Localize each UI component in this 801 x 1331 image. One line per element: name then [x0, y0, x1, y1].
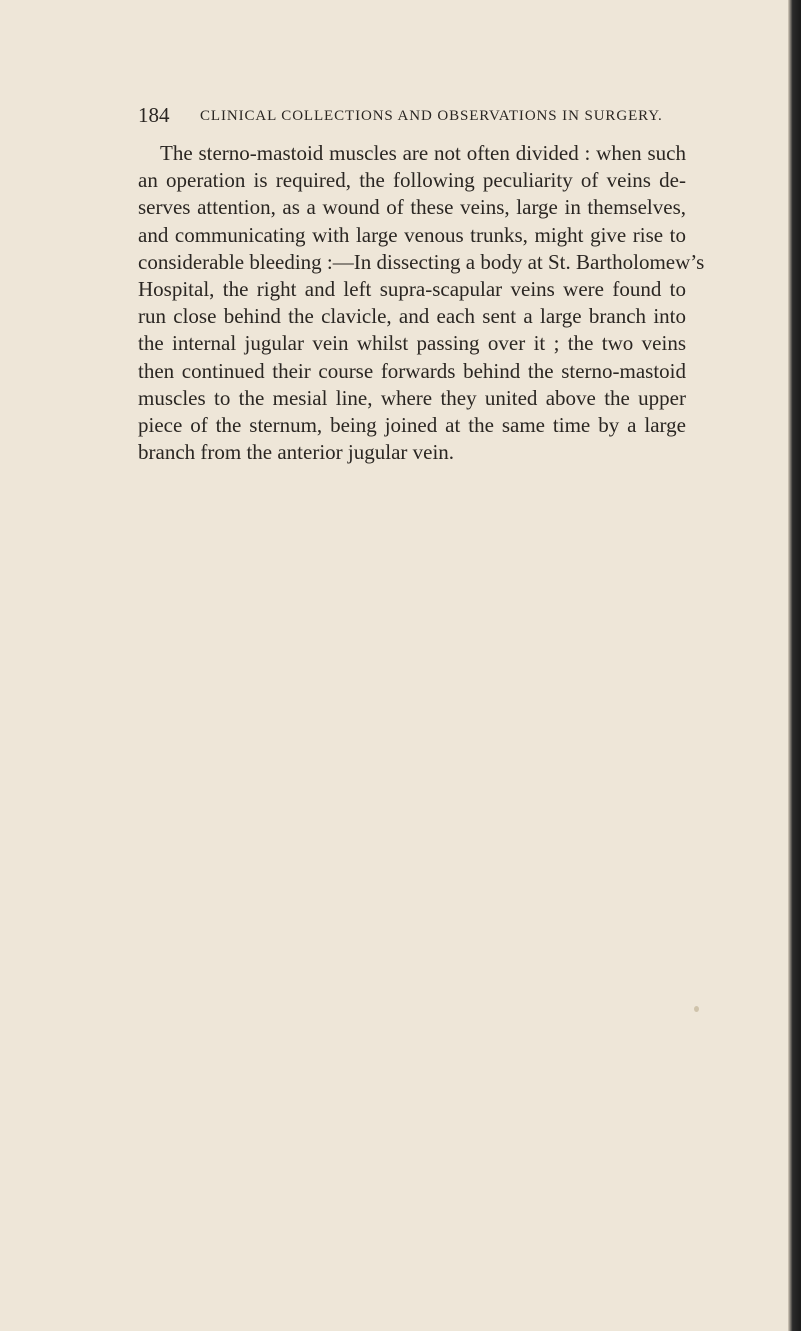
page-edge-shadow: [788, 0, 801, 1331]
running-head: [138, 103, 698, 127]
text-line: run close behind the clavicle, and each sent a large branch into: [138, 304, 686, 329]
text-line: Hospital, the right and left supra-scapular veins were found to: [138, 276, 686, 301]
text-line: serves attention, as a wound of these veins, large in themselves,: [138, 195, 686, 220]
text-line: the internal jugular vein whilst passing over it ; the two veins: [138, 331, 686, 356]
text-line: then continued their course forwards behind the sterno-mastoid: [138, 358, 686, 383]
text-line: The sterno-mastoid muscles are not often divided : when such: [160, 141, 686, 165]
text-line: muscles to the mesial line, where they united above the upper: [138, 385, 686, 410]
text-line: considerable bleeding :—In dissecting a body at St. Bartholomew’s: [138, 249, 705, 274]
text-line: an operation is required, the following peculiarity of veins de-: [138, 168, 686, 193]
running-title: CLINICAL COLLECTIONS AND OBSERVATIONS IN SURGERY.: [200, 108, 663, 124]
page-number: 184: [138, 103, 170, 127]
text-line: branch from the anterior jugular vein.: [138, 440, 455, 465]
text-line: and communicating with large venous trunks, might give rise to: [138, 222, 686, 247]
body-paragraph: [138, 140, 705, 466]
text-line: piece of the sternum, being joined at the same time by a large: [138, 412, 686, 437]
paper-speck: [694, 1006, 699, 1012]
